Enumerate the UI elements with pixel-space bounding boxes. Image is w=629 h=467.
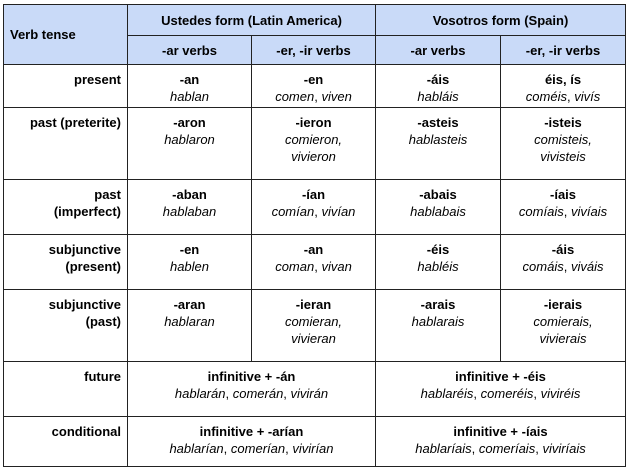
example: vivieron (291, 149, 336, 164)
ending: -ieron (295, 115, 332, 130)
cell-vosotros-er-ir (501, 290, 626, 362)
cell-ustedes-ar (128, 290, 252, 362)
cell-vosotros-er-ir (501, 108, 626, 180)
cell-vosotros-ar (376, 235, 501, 290)
table-row (4, 290, 626, 362)
example: hablaban (162, 204, 217, 219)
ending: -éis (426, 242, 450, 257)
cell-ustedes-future (128, 362, 376, 417)
cell-ustedes-ar (128, 180, 252, 235)
example: hablen (169, 259, 210, 274)
ending: -ían (301, 187, 326, 202)
ending: -an (179, 72, 200, 87)
example: hablaríais, comeríais, viviríais (415, 441, 586, 456)
example: comieran, (284, 314, 343, 329)
cell-vosotros-er-ir (501, 180, 626, 235)
header-vosotros-form: Vosotros form (Spain) (376, 5, 626, 36)
ending: infinitive + -án (207, 369, 296, 384)
cell-ustedes-ar (128, 65, 252, 108)
row-label: past (imperfect) (4, 180, 128, 235)
cell-ustedes-er-ir (252, 235, 376, 290)
table-row (4, 235, 626, 290)
cell-vosotros-ar (376, 108, 501, 180)
row-label: subjunctive (present) (4, 235, 128, 290)
cell-ustedes-conditional (128, 417, 376, 467)
cell-vosotros-ar (376, 180, 501, 235)
ending: -aban (172, 187, 207, 202)
ending: -íais (550, 187, 577, 202)
example: comisteis, (534, 132, 592, 147)
example: comierais, (533, 314, 593, 329)
example: hablarían, comerían, vivirían (169, 441, 334, 456)
example: vivieran (291, 331, 336, 346)
header-ustedes-er-ir: -er, -ir verbs (252, 36, 376, 65)
header-vosotros-ar: -ar verbs (376, 36, 501, 65)
ending: -en (303, 72, 324, 87)
ending: -áis (426, 72, 450, 87)
example: coméis, vivís (525, 89, 601, 104)
example: hablarais (411, 314, 465, 329)
example: hablabais (410, 204, 466, 219)
ending: infinitive + -arían (199, 424, 304, 439)
cell-ustedes-ar (128, 235, 252, 290)
example: comieron, (284, 132, 343, 147)
example: hablarán, comerán, vivirán (174, 386, 329, 401)
cell-vosotros-er-ir (501, 235, 626, 290)
ending: -an (303, 242, 324, 257)
ending: -arais (420, 297, 456, 312)
header-ustedes-ar: -ar verbs (128, 36, 252, 65)
ending: infinitive + -éis (455, 369, 546, 384)
ending: -áis (551, 242, 575, 257)
table-row (4, 180, 626, 235)
ending: -aron (173, 115, 206, 130)
header-verb-tense: Verb tense (4, 5, 128, 65)
table-row (4, 417, 626, 467)
row-label: past (preterite) (4, 108, 128, 180)
table-row (4, 362, 626, 417)
ending: -abais (419, 187, 457, 202)
cell-vosotros-conditional (376, 417, 626, 467)
example: hablaran (164, 314, 215, 329)
cell-ustedes-er-ir (252, 290, 376, 362)
table-row (4, 108, 626, 180)
cell-ustedes-er-ir (252, 108, 376, 180)
ending: -asteis (417, 115, 459, 130)
cell-ustedes-er-ir (252, 65, 376, 108)
ending: -en (179, 242, 200, 257)
ending: -ieran (295, 297, 332, 312)
cell-vosotros-future (376, 362, 626, 417)
example: hablan (169, 89, 210, 104)
example: habláis (417, 89, 459, 104)
example: vivisteis (540, 149, 586, 164)
cell-ustedes-er-ir (252, 180, 376, 235)
row-label: subjunctive (past) (4, 290, 128, 362)
cell-vosotros-er-ir (501, 65, 626, 108)
example: hablaron (164, 132, 215, 147)
cell-vosotros-ar (376, 65, 501, 108)
ending: -ierais (543, 297, 583, 312)
example: coman, vivan (275, 259, 352, 274)
ending: éis, ís (544, 72, 582, 87)
verb-conjugation-table (3, 4, 626, 467)
example: comíais, vivíais (518, 204, 608, 219)
table-row (4, 65, 626, 108)
example: hablaréis, comeréis, viviréis (420, 386, 581, 401)
row-label: future (4, 362, 128, 417)
header-ustedes-form: Ustedes form (Latin America) (128, 5, 376, 36)
row-label: conditional (4, 417, 128, 467)
row-label: present (4, 65, 128, 108)
cell-ustedes-ar (128, 108, 252, 180)
ending: -isteis (544, 115, 582, 130)
example: vivierais (539, 331, 587, 346)
ending: -aran (173, 297, 206, 312)
ending: infinitive + -íais (453, 424, 548, 439)
example: hablasteis (408, 132, 468, 147)
header-vosotros-er-ir: -er, -ir verbs (501, 36, 626, 65)
example: comen, viven (275, 89, 352, 104)
example: habléis (417, 259, 459, 274)
cell-vosotros-ar (376, 290, 501, 362)
example: comían, vivían (271, 204, 356, 219)
example: comáis, viváis (522, 259, 604, 274)
